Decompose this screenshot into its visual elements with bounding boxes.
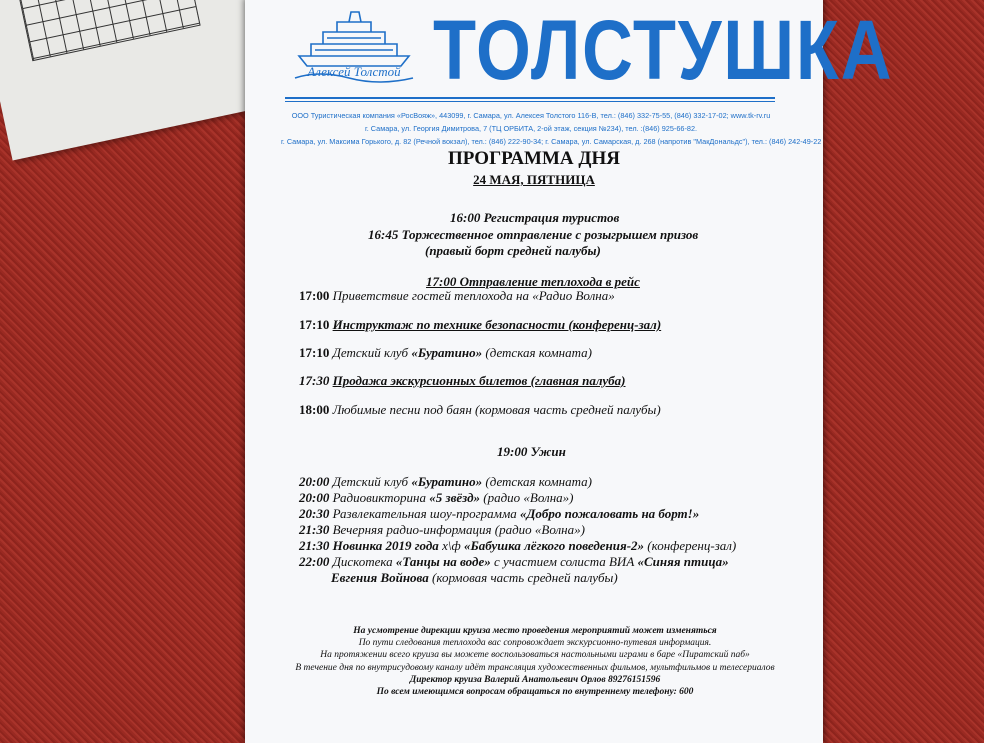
- event-text: Развлекательная шоу-программа: [332, 506, 521, 521]
- event-bold: «Буратино»: [411, 345, 483, 360]
- event-text: Инструктаж по технике безопасности (конференц-зал): [332, 317, 662, 332]
- event-time: 17:10: [299, 317, 330, 332]
- event-bold: Евгения Войнова: [331, 570, 429, 585]
- contact-line: г. Самара, ул. Георгия Димитрова, 7 (ТЦ ОРБИТА, 2-ой этаж, секция №234), тел. :(846) 925-66-82.: [364, 124, 698, 133]
- crossword-grid: [17, 0, 200, 61]
- event-departure-location: (правый борт средней палубы): [425, 243, 601, 258]
- event-disco: [299, 554, 729, 570]
- event-disco-soloist: [331, 570, 618, 586]
- event-text: Продажа экскурсионных билетов (главная палуба): [332, 373, 626, 388]
- event-bold: «Синяя птица»: [637, 554, 729, 569]
- note-line: Директор круиза Валерий Анатольевич Орлов 89276151596: [409, 674, 661, 685]
- event-text: Вечерняя радио-информация (радио «Волна»): [332, 522, 585, 537]
- event-time: 20:30: [299, 506, 330, 521]
- event-time: 18:00: [299, 402, 330, 417]
- logo-signature: Алексей Толстой: [307, 64, 401, 79]
- event-bold: «Добро пожаловать на борт!»: [520, 506, 700, 521]
- note-line: По пути следования теплохода вас сопровождает экскурсионно-путевая информация.: [358, 638, 712, 649]
- event-text: с участием солиста ВИА: [490, 554, 638, 569]
- event-text: Любимые песни под баян (кормовая часть средней палубы): [332, 402, 661, 417]
- event-tail: (детская комната): [482, 474, 592, 489]
- event-movie: [299, 538, 736, 554]
- event-ship-departure: 17:00 Отправление теплохода в рейс: [426, 274, 640, 289]
- event-accordion-songs: [299, 402, 661, 418]
- brand-title: ТОЛСТУШКА: [433, 3, 894, 97]
- event-tickets-sale: [299, 373, 626, 389]
- program-notes: [285, 625, 785, 698]
- event-bold: «Бабушка лёгкого поведения-2»: [463, 538, 645, 553]
- event-kids-club-evening: [299, 474, 592, 490]
- event-time: 20:00: [299, 474, 330, 489]
- event-time: 17:30: [299, 373, 330, 388]
- header-rule: [285, 97, 775, 99]
- event-radio-quiz: [299, 490, 574, 506]
- contact-line: ООО Туристическая компания «РосВояж», 443099, г. Самара, ул. Алексея Толстого 116-В, тел.: (846) 332-75-55, (846) 332-17-02; www.tk-rv.ru: [291, 111, 771, 120]
- ship-logo-icon: [289, 6, 419, 86]
- event-kids-club: [299, 345, 592, 361]
- event-text: Детский клуб: [332, 474, 412, 489]
- event-text: Дискотека: [332, 554, 396, 569]
- event-time: 17:00: [299, 288, 330, 303]
- event-text: Приветствие гостей теплохода на «Радио Волна»: [332, 288, 615, 303]
- note-line: На протяжении всего круиза вы можете воспользоваться настольными играми в баре «Пиратский паб»: [320, 650, 750, 661]
- event-registration: 16:00 Регистрация туристов: [450, 210, 620, 225]
- event-bold: «Танцы на воде»: [395, 554, 491, 569]
- note-line: На усмотрение дирекции круиза место проведения мероприятий может изменяться: [353, 626, 717, 636]
- program-sheet: [245, 0, 894, 743]
- event-time: 20:00: [299, 490, 330, 505]
- note-line: В течение дня по внутрисудовому каналу идёт трансляция художественных фильмов, мультфильмов и телесериалов: [295, 662, 775, 673]
- event-safety-briefing: [299, 317, 661, 333]
- event-time: 17:10: [299, 345, 330, 360]
- event-text: х\ф: [438, 538, 464, 553]
- program-date: 24 МАЯ, ПЯТНИЦА: [473, 172, 595, 187]
- event-show-program: [299, 506, 699, 522]
- contact-line: г. Самара, ул. Максима Горького, д. 82 (Речной вокзал), тел.: (846) 222-90-34; г. Самара, ул. Самарская, д. 268 (напротив "МакДональдс"), тел.: (846) 242-49-22: [281, 137, 822, 146]
- event-bold: «5 звёзд»: [429, 490, 481, 505]
- event-tail: (кормовая часть средней палубы): [428, 570, 618, 585]
- event-dinner: 19:00 Ужин: [497, 444, 566, 459]
- event-bold: «Буратино»: [411, 474, 483, 489]
- program-title: ПРОГРАММА ДНЯ: [448, 148, 620, 169]
- event-radio-info: [299, 522, 585, 538]
- event-tail: (радио «Волна»): [480, 490, 574, 505]
- event-greeting: [299, 288, 615, 304]
- note-line: По всем имеющимся вопросам обращаться по внутреннему телефону: 600: [376, 687, 694, 698]
- event-bold: Новинка 2019 года: [332, 538, 439, 553]
- event-time: 21:30: [299, 522, 330, 537]
- contact-info: [281, 109, 822, 148]
- event-time: 22:00: [299, 554, 330, 569]
- header-rule-thin: [285, 101, 775, 102]
- event-text: Детский клуб: [332, 345, 412, 360]
- event-time: 21:30: [299, 538, 330, 553]
- event-tail: (конференц-зал): [644, 538, 737, 553]
- event-departure-ceremony: 16:45 Торжественное отправление с розыгрышем призов: [368, 227, 699, 242]
- event-text: Радиовикторина: [332, 490, 430, 505]
- event-tail: (детская комната): [482, 345, 592, 360]
